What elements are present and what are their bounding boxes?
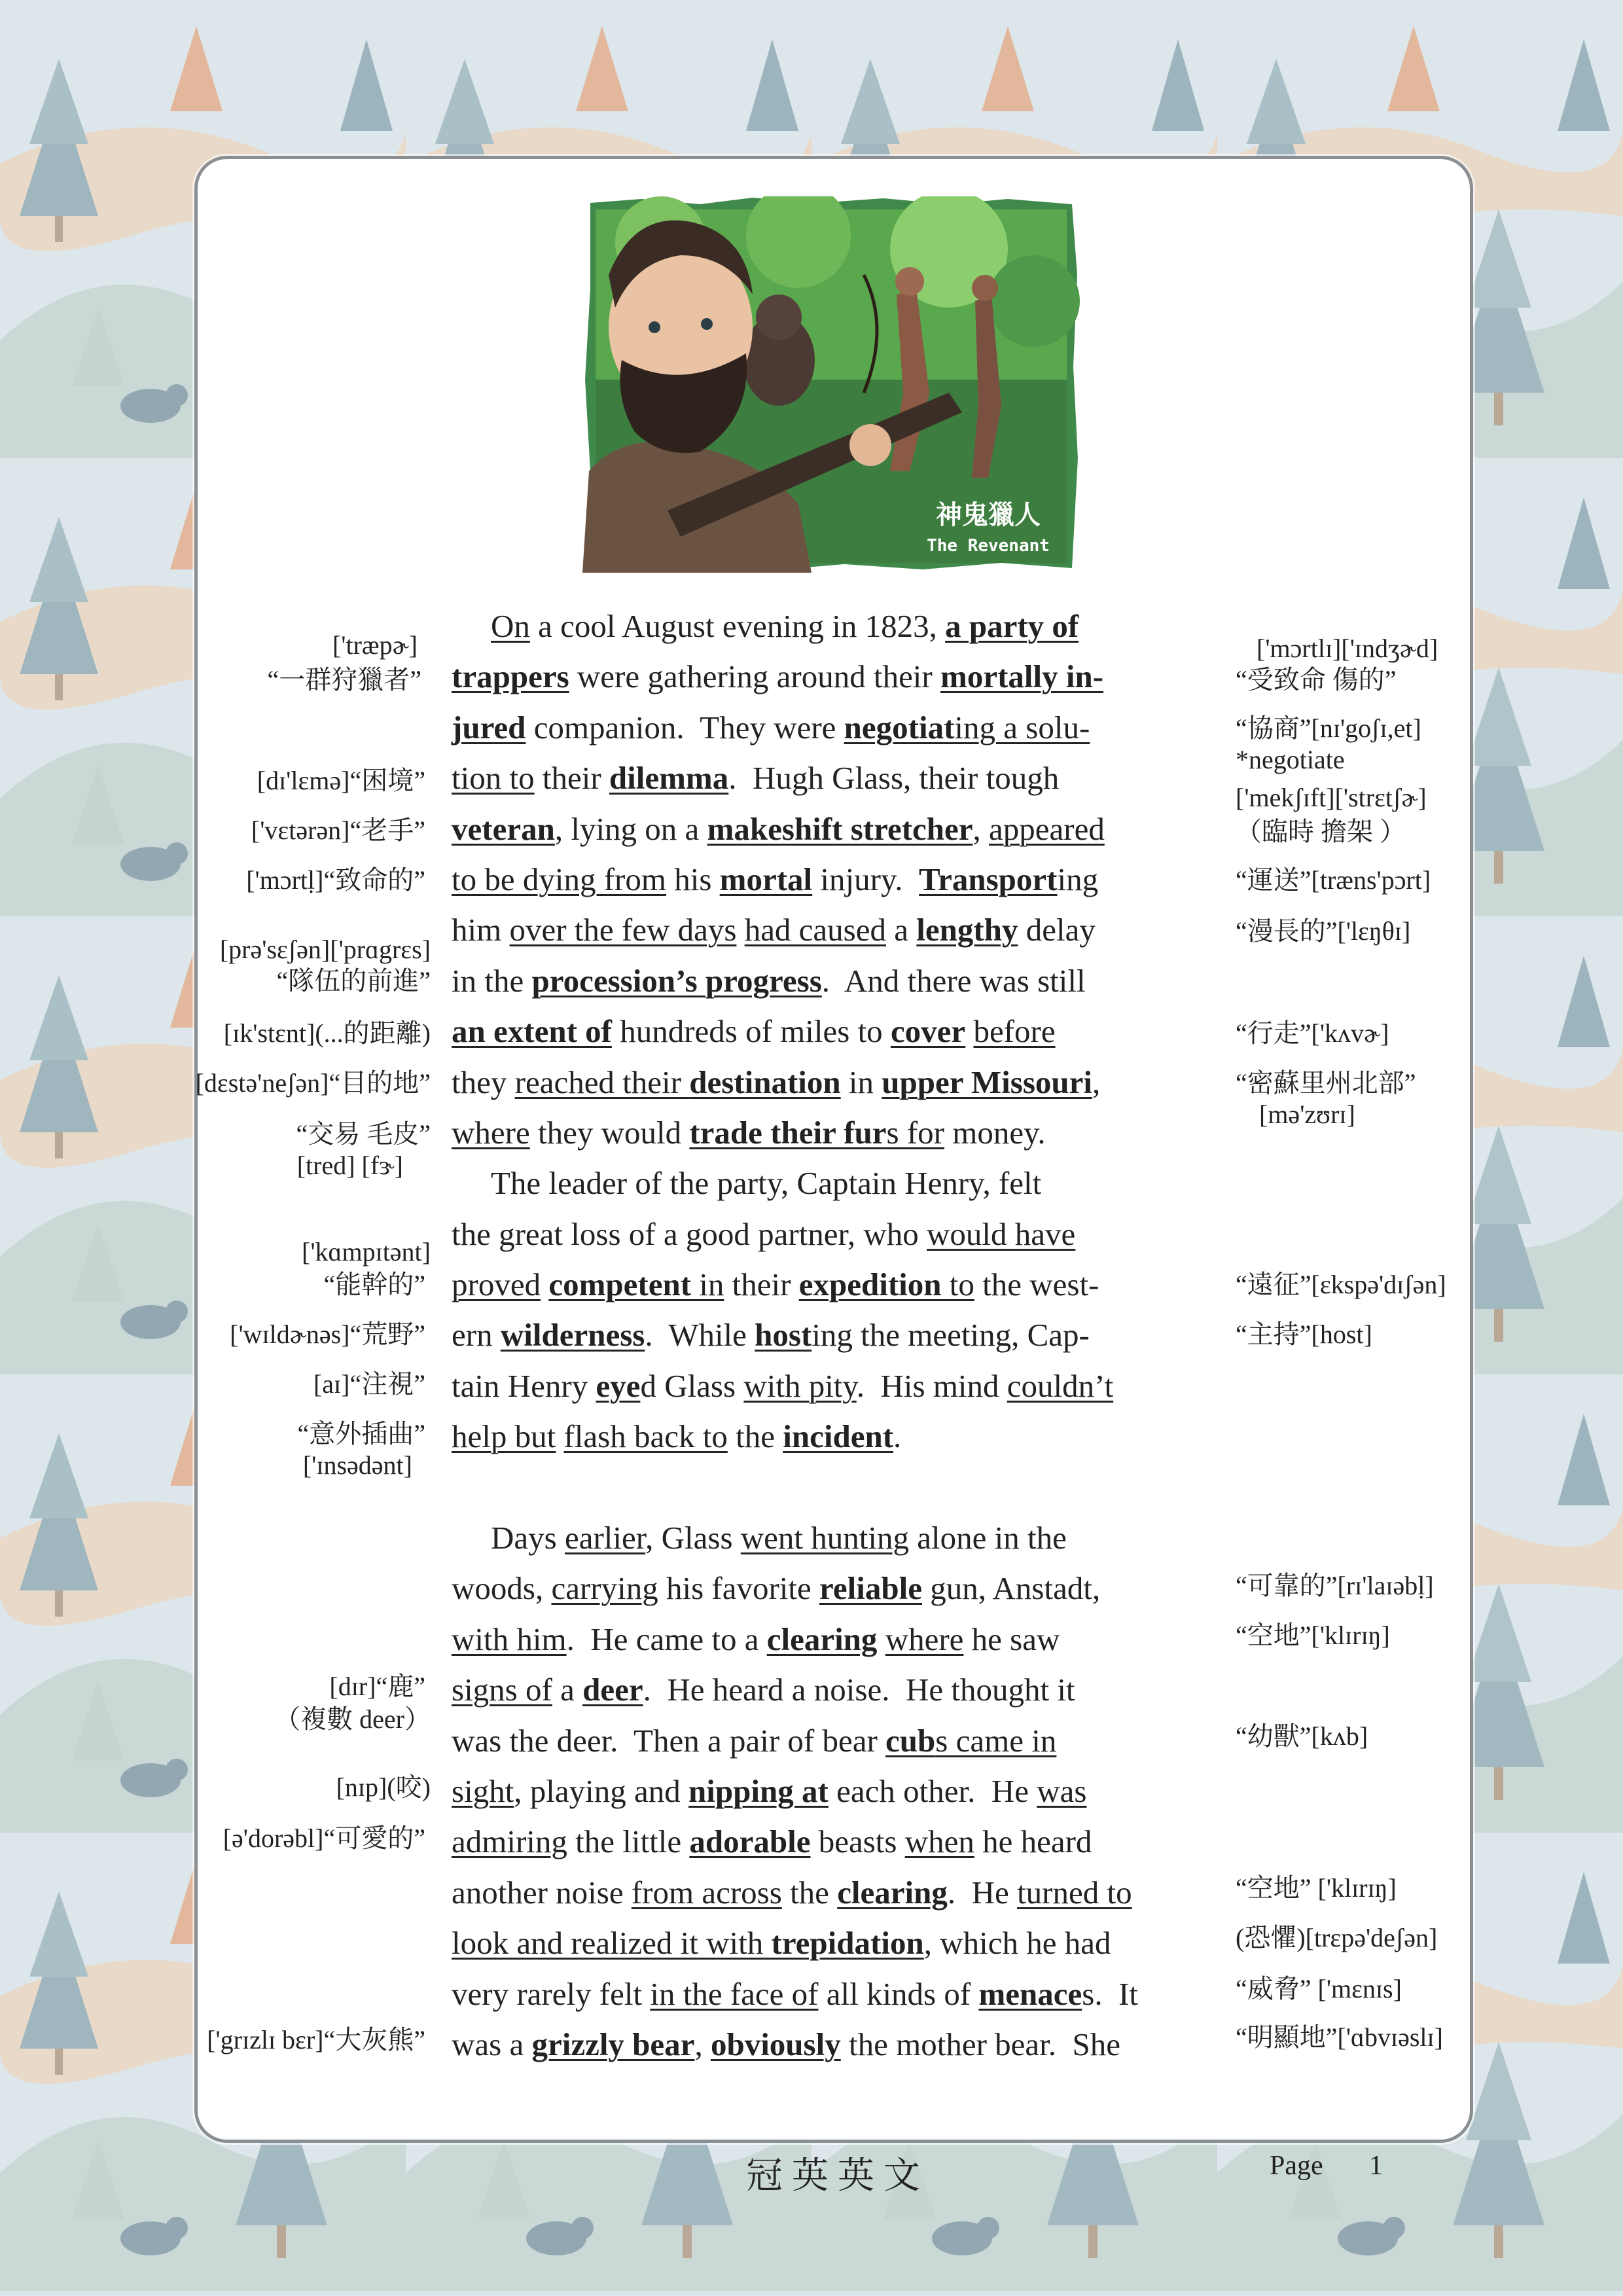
gloss-right: “漫長的”['lɛŋθɪ]: [1236, 916, 1411, 946]
gloss-right: “明顯地”['ɑbvɪəslɪ]: [1236, 2022, 1443, 2052]
gloss-left: “隊伍的前進”: [276, 966, 431, 996]
illustration-title-en: The Revenant: [927, 536, 1050, 556]
story-line: jured companion. They were negotiating a solu-: [452, 709, 1090, 745]
gloss-left: [ɪk'stɛnt](...的距離): [223, 1018, 431, 1048]
story-line: him over the few days had caused a lengthy delay: [452, 912, 1096, 948]
gloss-left: ['kɑmpɪtənt]: [302, 1237, 431, 1266]
gloss-left: “一群狩獵者”: [267, 665, 421, 694]
gloss-left: [ə'dorəbl]“可愛的”: [223, 1823, 425, 1853]
gloss-left: ['træpɚ]: [332, 630, 418, 660]
footer-publisher-title: 冠英英文: [746, 2155, 929, 2197]
story-line: look and realized it with trepidation, which he had: [452, 1925, 1111, 1962]
gloss-left: [tred] [fɝ]: [296, 1151, 403, 1180]
story-line: The leader of the party, Captain Henry, felt: [491, 1165, 1042, 1202]
story-line: trappers were gathering around their mortally in-: [452, 658, 1104, 695]
gloss-right: ['mekʃɪft]['strɛtʃɚ]: [1236, 783, 1427, 812]
gloss-right: “運送”[træns'pɔrt]: [1236, 865, 1431, 895]
story-line: ern wilderness. While hosting the meeting, Cap-: [452, 1317, 1090, 1354]
gloss-right: “密蘇里州北部”: [1236, 1068, 1416, 1098]
story-text: [452, 601, 1211, 2070]
story-line: On a cool August evening in 1823, a party of: [491, 608, 1079, 644]
gloss-right: [mə'zʊrɪ]: [1259, 1100, 1355, 1129]
gloss-right: “空地” ['klɪrɪŋ]: [1236, 1873, 1397, 1903]
story-line: was the deer. Then a pair of bear cubs came in: [452, 1722, 1057, 1759]
story-line: where they would trade their furs for money.: [452, 1114, 1046, 1151]
gloss-right: （臨時 擔架 ）: [1236, 817, 1406, 846]
gloss-right: “主持”[host]: [1236, 1319, 1372, 1349]
illustration-title-zh: 神鬼獵人: [936, 500, 1041, 530]
story-line: veteran, lying on a makeshift stretcher, appeared: [452, 810, 1105, 847]
gloss-right: “可靠的”[rɪ'laɪəbḷ]: [1236, 1571, 1434, 1600]
gloss-left: “能幹的”: [323, 1270, 425, 1299]
story-line: very rarely felt in the face of all kinds of menaces. It: [452, 1975, 1139, 2012]
gloss-left: [dɪ'lɛmə]“困境”: [257, 766, 425, 795]
story-line: proved competent in their expedition to the west-: [452, 1266, 1099, 1303]
gloss-right: “行走”['kʌvɚ]: [1236, 1018, 1389, 1048]
gloss-right: (恐懼)[trɛpə'deʃən]: [1236, 1923, 1438, 1952]
story-line: they reached their destination in upper Missouri,: [452, 1064, 1101, 1100]
gloss-right: “幼獸”[kʌb]: [1236, 1721, 1368, 1751]
gloss-left: [aɪ]“注視”: [313, 1369, 425, 1399]
story-line: sight, playing and nipping at each other. He was: [452, 1772, 1087, 1809]
gloss-right: “空地”['klɪrɪŋ]: [1236, 1621, 1390, 1650]
gloss-right: ['mɔrtlɪ]['ɪndʒɚd]: [1257, 634, 1438, 663]
story-line: admiring the little adorable beasts when he heard: [452, 1823, 1092, 1860]
story-line: the great loss of a good partner, who would have: [452, 1215, 1076, 1252]
gloss-left: [dɛstə'neʃən]“目的地”: [195, 1068, 431, 1098]
page-label: Page: [1270, 2151, 1323, 2181]
gloss-left: [dɪr]“鹿”: [329, 1672, 425, 1701]
gloss-left: ['grɪzlɪ bɛr]“大灰熊”: [207, 2025, 425, 2054]
gloss-right: “遠征”[ɛkspə'dɪʃən]: [1236, 1270, 1446, 1299]
gloss-left: ['vɛtərən]“老手”: [251, 816, 425, 845]
gloss-left: “意外插曲”: [297, 1419, 425, 1448]
gloss-left: [prə'sɛʃən]['prɑgrɛs]: [219, 935, 431, 964]
story-line: with him. He came to a clearing where he saw: [452, 1621, 1060, 1657]
gloss-right: “威脅” ['mɛnɪs]: [1236, 1974, 1402, 2003]
gloss-left: ['mɔrtḷ]“致命的”: [246, 865, 425, 895]
story-line: an extent of hundreds of miles to cover before: [452, 1013, 1056, 1050]
story-line: in the procession’s progress. And there was still: [452, 962, 1086, 999]
gloss-right: *negotiate: [1236, 745, 1345, 774]
story-line: signs of a deer. He heard a noise. He thought it: [452, 1672, 1075, 1708]
gloss-left: “交易 毛皮”: [296, 1119, 431, 1149]
gloss-left: ['ɪnsədənt]: [302, 1450, 412, 1480]
story-line: help but flash back to the incident.: [452, 1418, 902, 1455]
gloss-left: ['wɪldɚnəs]“荒野”: [230, 1319, 425, 1349]
story-line: tain Henry eyed Glass with pity. His mind couldn’t: [452, 1367, 1114, 1404]
page-number: 1: [1369, 2151, 1383, 2181]
story-line: tion to their dilemma. Hugh Glass, their tough: [452, 760, 1060, 797]
story-illustration: [582, 196, 1080, 573]
gloss-right: “協商”[nɪ'goʃɪ,et]: [1236, 713, 1421, 743]
gloss-left: [nɪp](咬): [336, 1772, 431, 1802]
story-line: was a grizzly bear, obviously the mother bear. She: [452, 2026, 1121, 2062]
story-line: woods, carrying his favorite reliable gun, Anstadt,: [452, 1570, 1101, 1607]
story-line: another noise from across the clearing. He turned to: [452, 1874, 1132, 1910]
gloss-left: （複數 deer）: [274, 1704, 431, 1734]
story-line: to be dying from his mortal injury. Transporting: [452, 861, 1099, 897]
gloss-right: “受致命 傷的”: [1236, 665, 1397, 694]
story-line: Days earlier, Glass went hunting alone in the: [491, 1520, 1067, 1556]
